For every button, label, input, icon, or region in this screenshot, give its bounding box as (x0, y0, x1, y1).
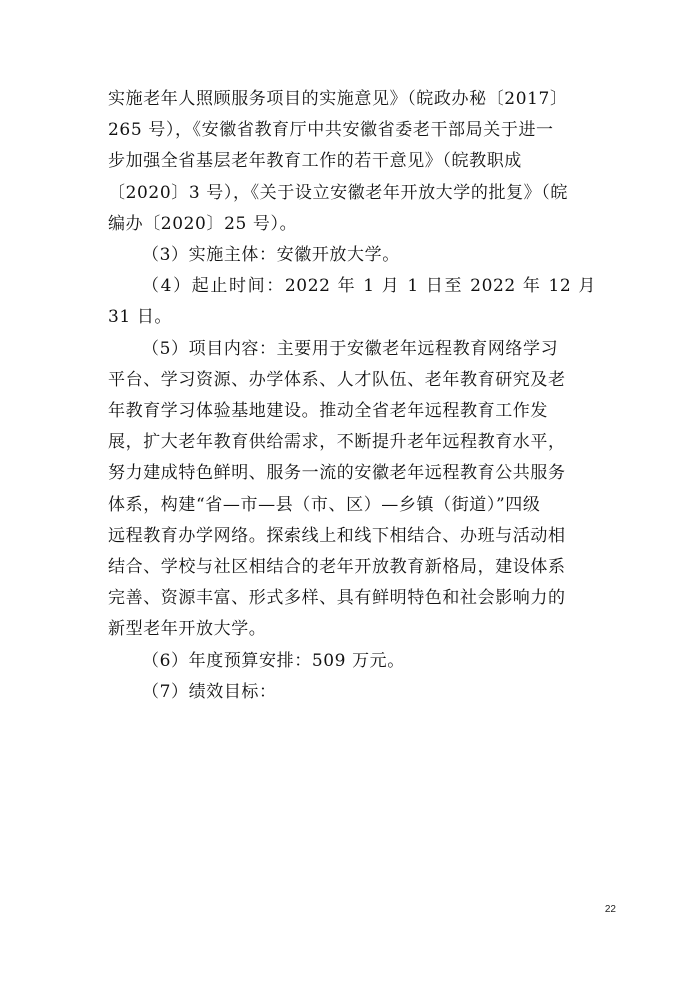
text-line: 体系，构建“省—市—县（市、区）—乡镇（街道）”四级 (108, 494, 541, 515)
text-line: 步加强全省基层老年教育工作的若干意见》（皖教职成 (108, 151, 522, 172)
text-line: （6）年度预算安排：509 万元。 (142, 650, 405, 671)
text-line: 265 号），《安徽省教育厅中共安徽省委老干部局关于进一 (108, 120, 554, 141)
text-line: 平台、学习资源、办学体系、人才队伍、老年教育研究及老 (108, 369, 566, 390)
text-line: 远程教育办学网络。探索线上和线下相结合、办班与活动相 (108, 525, 566, 546)
text-line: （5）项目内容：主要用于安徽老年远程教育网络学习 (142, 338, 559, 359)
text-line: 年教育学习体验基地建设。推动全省老年远程教育工作发 (108, 401, 548, 422)
text-line: 努力建成特色鲜明、服务一流的安徽老年远程教育公共服务 (108, 463, 566, 484)
text-line: 实施老年人照顾服务项目的实施意见》（皖政办秘〔2017〕 (108, 89, 568, 109)
body-text (108, 84, 603, 708)
text-line: 展，扩大老年教育供给需求，不断提升老年远程教育水平， (108, 432, 566, 453)
text-line: 编办〔2020〕25 号）。 (108, 213, 298, 234)
paragraph-annual-budget (108, 646, 596, 677)
paragraph-policy-basis-continued (108, 84, 596, 240)
text-line: 完善、资源丰富、形式多样、具有鲜明特色和社会影响力的 (108, 588, 566, 609)
paragraph-implementing-body (108, 240, 596, 271)
text-line: 结合、学校与社区相结合的老年开放教育新格局，建设体系 (108, 557, 566, 578)
paragraph-project-content (108, 334, 596, 646)
text-line: 〔2020〕3 号），《关于设立安徽老年开放大学的批复》（皖 (108, 182, 568, 203)
paragraph-performance-goals (108, 677, 596, 708)
text-line: （3）实施主体：安徽开放大学。 (142, 245, 400, 266)
text-line: 新型老年开放大学。 (108, 619, 267, 640)
text-line: （4）起止时间：2022 年 1 月 1 日至 2022 年 12 月 31 日。 (108, 276, 603, 328)
paragraph-time-period (108, 271, 603, 333)
page-number: 22 (604, 904, 616, 915)
text-line: （7）绩效目标： (142, 681, 277, 702)
